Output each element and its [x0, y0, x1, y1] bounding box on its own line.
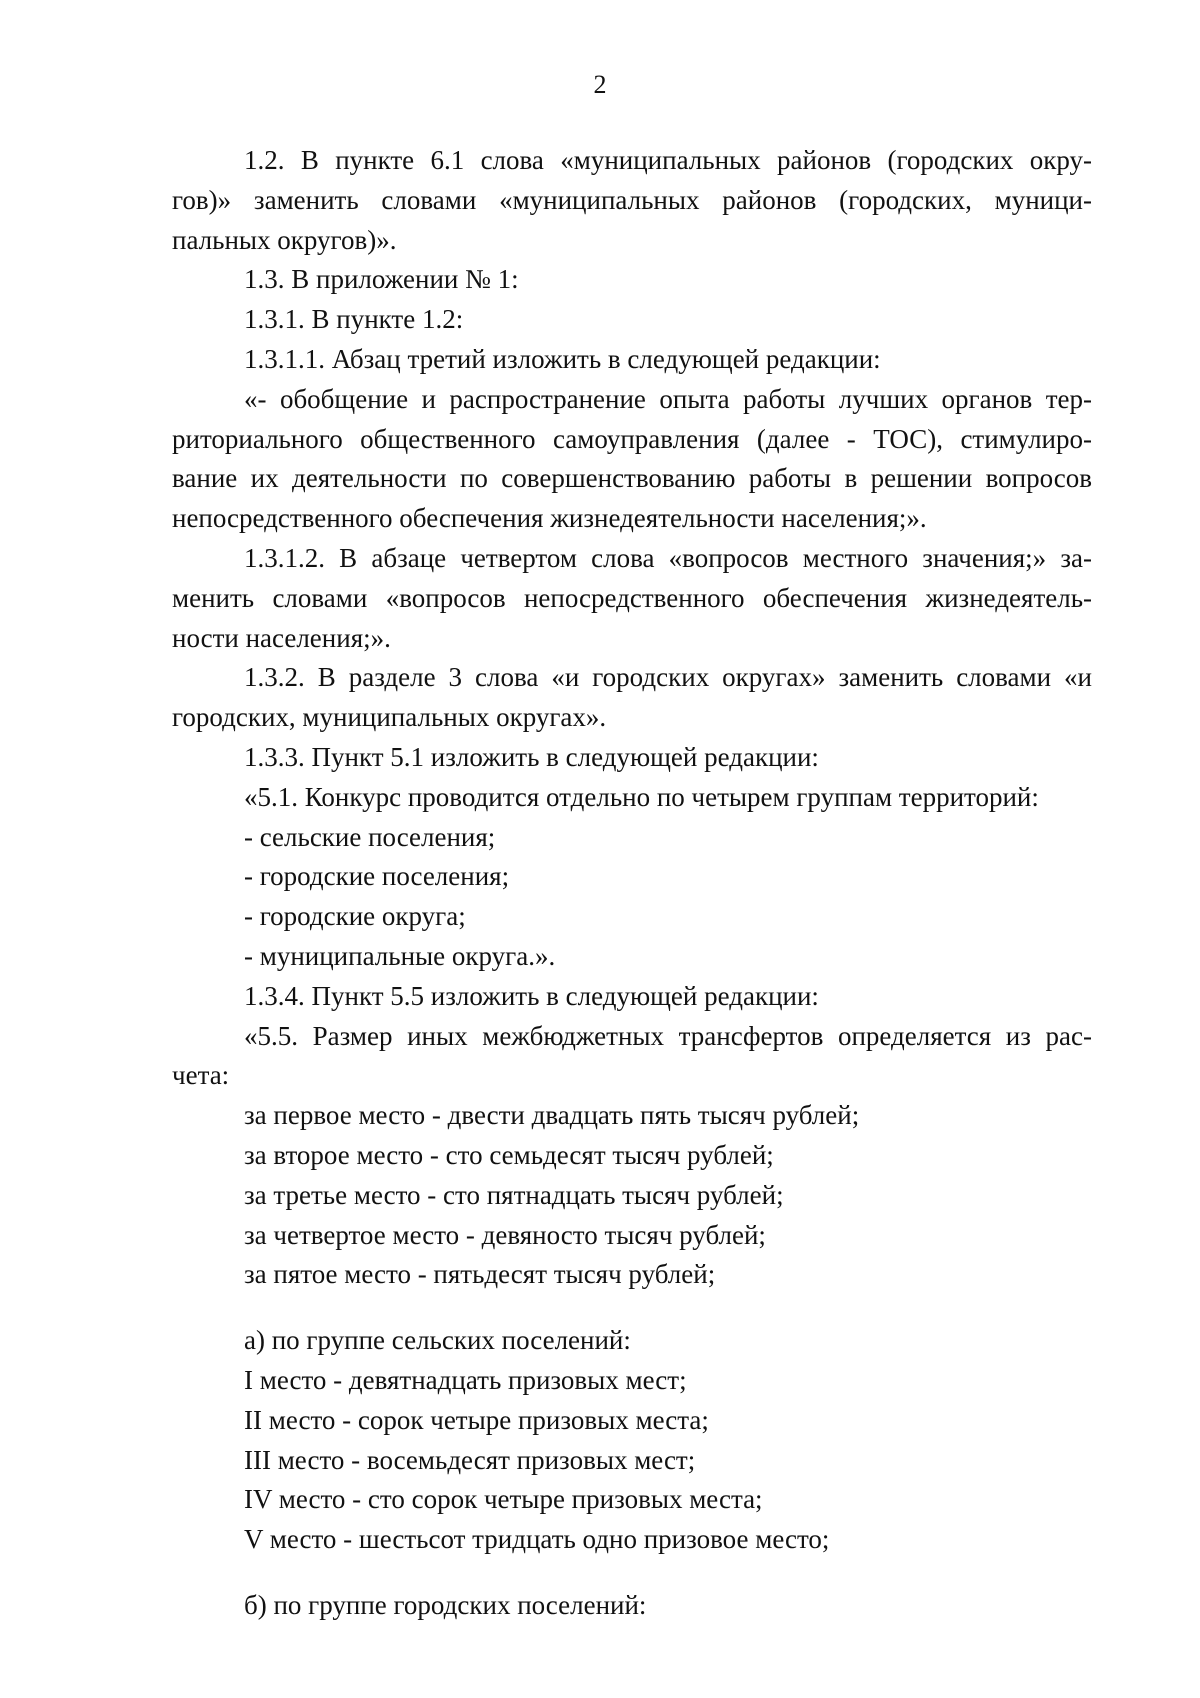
list-item: II место - сорок четыре призовых места;	[244, 1404, 709, 1435]
page-number: 2	[593, 70, 607, 99]
list-item: за третье место - сто пятнадцать тысяч рублей;	[244, 1179, 784, 1210]
list-item: за второе место - сто семьдесят тысяч рублей;	[244, 1139, 774, 1170]
list-item: за четвертое место - девяносто тысяч рублей;	[244, 1219, 766, 1250]
text-line: 1.3.2. В разделе 3 слова «и городских округах» заменить словами «и	[244, 662, 1092, 693]
text-line: непосредственного обеспечения жизнедеятельности населения;».	[172, 503, 927, 534]
text-line: менить словами «вопросов непосредственного обеспечения жизнедеятель-	[172, 582, 1092, 613]
text-line: ности населения;».	[172, 622, 391, 653]
text-line: риториального общественного самоуправления (далее - ТОС), стимулиро-	[172, 423, 1092, 454]
text-line: «5.1. Конкурс проводится отдельно по четырем группам территорий:	[244, 781, 1039, 812]
spacer	[172, 1560, 1092, 1586]
text-line: а) по группе сельских поселений:	[244, 1325, 631, 1356]
spacer	[172, 1295, 1092, 1321]
text-line: 1.2. В пункте 6.1 слова «муниципальных районов (городских окру-	[244, 145, 1092, 175]
list-item: за пятое место - пятьдесят тысяч рублей;	[244, 1259, 716, 1290]
list-item: V место - шестьсот тридцать одно призовое место;	[244, 1524, 830, 1555]
text-line: вание их деятельности по совершенствованию работы в решении вопросов	[172, 463, 1092, 494]
text-line: пальных округов)».	[172, 224, 397, 255]
list-item: - муниципальные округа.».	[244, 940, 556, 971]
text-line: 1.3.1.2. В абзаце четвертом слова «вопросов местного значения;» за-	[244, 542, 1092, 573]
list-item: - городские поселения;	[244, 861, 510, 892]
text-line: «- обобщение и распространение опыта работы лучших органов тер-	[244, 383, 1092, 414]
text-line: 1.3.1. В пункте 1.2:	[244, 304, 464, 335]
text-line: 1.3.4. Пункт 5.5 изложить в следующей редакции:	[244, 980, 819, 1011]
text-line: гов)» заменить словами «муниципальных районов (городских, муници-	[172, 184, 1092, 215]
text-line: чета:	[172, 1060, 230, 1091]
text-line: 1.3.1.1. Абзац третий изложить в следующей редакции:	[244, 343, 881, 374]
text-line: «5.5. Размер иных межбюджетных трансфертов определяется из рас-	[244, 1020, 1092, 1051]
list-item: - сельские поселения;	[244, 821, 496, 852]
text-line: городских, муниципальных округах».	[172, 702, 607, 733]
text-line: 1.3.3. Пункт 5.1 изложить в следующей редакции:	[244, 741, 819, 772]
list-item: III место - восемьдесят призовых мест;	[244, 1444, 696, 1475]
text-line: 1.3. В приложении № 1:	[244, 264, 519, 295]
document-body	[172, 141, 1092, 1626]
list-item: - городские округа;	[244, 901, 466, 932]
text-line: б) по группе городских поселений:	[244, 1589, 647, 1620]
list-item: IV место - сто сорок четыре призовых места;	[244, 1484, 763, 1515]
list-item: I место - девятнадцать призовых мест;	[244, 1364, 687, 1395]
list-item: за первое место - двести двадцать пять тысяч рублей;	[244, 1100, 860, 1131]
